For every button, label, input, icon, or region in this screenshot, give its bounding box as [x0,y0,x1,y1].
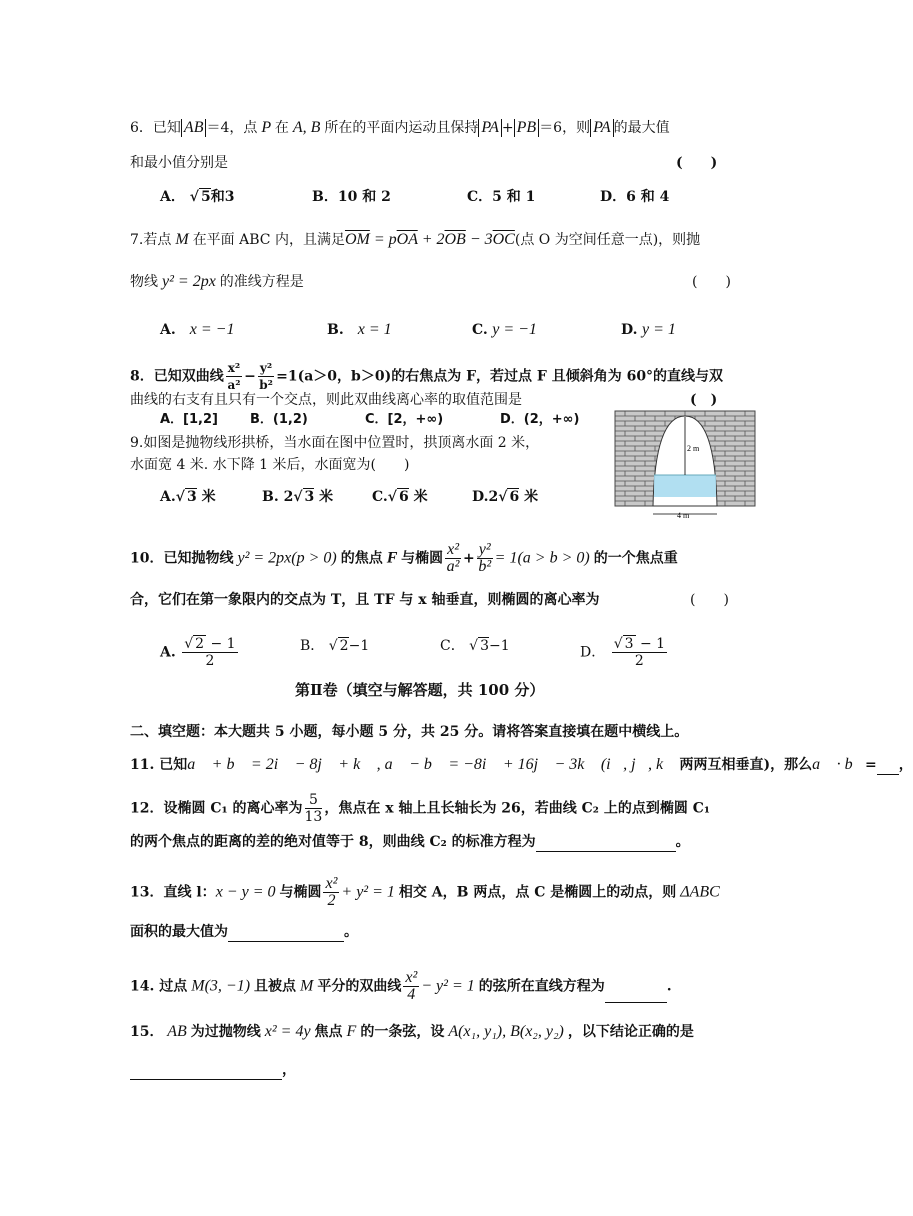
q13-line2: 面积的最大值为 。 [130,924,358,940]
q6-option-a: A． √ 5和3 [160,189,235,205]
q15-line1: 15． AB 为过抛物线 x² = 4y 焦点 F 的一条弦，设 A(x₁, y₁), B(x₂, y₂) ，以下结论正确的是 [130,1023,694,1040]
q6-line2: 和最小值分别是 [130,155,228,171]
q12-line1: 12．设椭圆 C₁ 的离心率为 $\frac{5}{13}$ ，焦点在 x 轴上且长轴长为 26，若曲线 C₂ 上的点到椭圆 C₁ [130,792,710,825]
q9-line1: 9.如图是抛物线形拱桥，当水面在图中位置时，拱顶离水面 2 米， [130,435,540,451]
fill-in-intro: 二、填空题：本大题共 5 小题，每小题 5 分，共 25 分。请将答案直接填在题中横线上。 [130,724,689,740]
q9-line2: 水面宽 4 米. 水下降 1 米后，水面宽为( ) [130,457,410,473]
q12-line2: 的两个焦点的距离的差的绝对值等于 8，则曲线 C₂ 的标准方程为 。 [130,834,690,850]
q8-option-a: A．[1,2] [160,412,218,427]
q8-answer-paren: ( ) [690,392,718,408]
q9-option-a: A.√ 3 米 [160,489,216,505]
q9-option-d: D.2√ 6 米 [472,489,539,505]
q6-text: 在 [274,120,289,136]
q6-line1: 6．已知 AB ＝4，点 P 在 A, B 所在的平面内运动且保持 PA + PB ＝6，则 PA 的最大值 [130,119,670,136]
q6-option-c: C．5 和 1 [467,189,536,205]
arch-bridge-figure [615,411,755,523]
q6-text: ＝4，点 [206,120,258,136]
q8-option-d: D．(2，+∞) [500,412,580,427]
q7-line2: 物线 y² = 2px 的准线方程是 [130,273,304,290]
q10-line1: 10．已知抛物线 y² = 2px(p > 0) 的焦点 F 与椭圆 $\frac{\text{x²}}{\text{a²}}$ + $\frac{\text{y²}}{\text{b²}}$ = 1(a > b > 0) 的一个焦点重 [130,541,678,575]
q11-line: 11. 已知a⃗ + b⃗ = 2i⃗ − 8j⃗ + k⃗ , a⃗ − b⃗ = −8i⃗ + 16j⃗ − 3k⃗ (i⃗, j⃗, k⃗ 两两互相垂直)，那么a⃗ · b⃗= ， [130,756,913,773]
q10-answer-paren: ( ) [690,592,729,608]
q10-option-c: C． √ 3−1 [440,638,510,654]
q7-option-d: D. y = 1 [621,321,676,338]
q6-text: ＝6，则 [539,120,591,136]
q7-option-b: B. x = 1 [327,321,392,338]
q6-text: 的最大值 [613,120,670,136]
q8-option-c: C．[2，+∞) [365,412,444,427]
figure-height-label: 2 m [687,444,700,453]
q10-option-b: B． √ 2−1 [300,638,370,654]
q8-line1: 8．已知双曲线 $\frac{\text{x²}}{\text{a²}}$ − $\frac{\text{y²}}{\text{b²}}$ =1(a＞0，b＞0)的右焦点为 F，若过点 F 且倾斜角为 60°的直线与双 [130,361,724,392]
q9-option-c: C.√ 6 米 [372,489,428,505]
q7-option-c: C. y = −1 [472,321,537,338]
q10-line2: 合，它们在第一象限内的交点为 T，且 TF 与 x 轴垂直，则椭圆的离心率为 [130,592,600,608]
section-title: 第Ⅱ卷（填空与解答题，共 100 分） [295,681,545,699]
q10-option-a: A. $\frac{√ 2 - 1}{2}$ [160,636,236,669]
q13-line1: 13．直线 l：x − y = 0 与椭圆 $\frac{\text{x²}}{2}$ + y² = 1 相交 A，B 两点，点 C 是椭圆上的动点，则 ΔABC [130,875,720,909]
q6-text: 6．已知 [130,120,181,136]
q7-answer-paren: ( ) [692,274,731,290]
q9-option-b: B. 2√ 3 米 [262,489,334,505]
q6-option-b: B．10 和 2 [312,189,391,205]
q6-text: 所在的平面内运动且保持 [324,120,479,136]
q15-line2: ， [130,1060,296,1080]
q7-option-a: A. x = −1 [160,321,235,338]
q6-option-d: D．6 和 4 [600,189,670,205]
q8-line2: 曲线的右支有且只有一个交点，则此双曲线离心率的取值范围是 [130,392,522,408]
q8-option-b: B．(1,2) [250,412,308,427]
q6-answer-paren: ( ) [676,155,718,171]
q10-option-d: D． $\frac{√ 3 - 1}{2}$ [580,636,666,669]
q14-line: 14. 过点 M(3, −1) 且被点 M 平分的双曲线 $\frac{\text{x²}}{4}$ − y² = 1 的弦所在直线方程为 . [130,969,672,1003]
figure-width-label: 4 m [677,511,690,520]
q7-line1: 7.若点 M 在平面 ABC 内，且满足$\overline{OM} = p\overline{OA} + 2\overline{OB} - 3\overline{OC}$(点 O 为空间任意一点)，则抛 [130,231,701,248]
